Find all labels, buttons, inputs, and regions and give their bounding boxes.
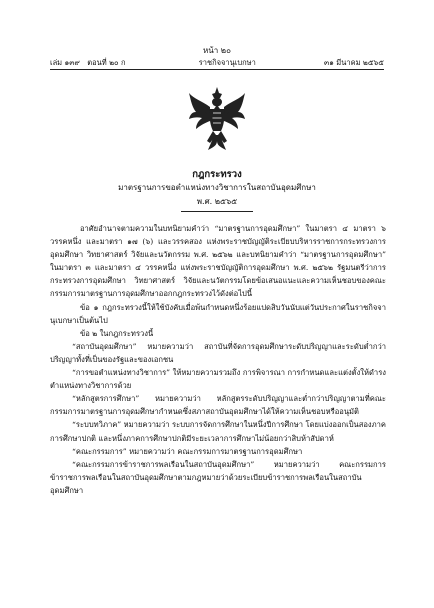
header-rule — [50, 69, 384, 70]
gazette-header — [50, 57, 384, 69]
publication-date: ๓๑ มีนาคม ๒๕๖๕ — [324, 58, 384, 67]
definition-paragraph: “การขอตำแหน่งทางวิชาการ” ให้หมายความรวมถึง การพิจารณา การกำหนดและแต่งตั้งให้ดำรงตำแหน่งทางวิชาการด้วย — [50, 368, 386, 391]
definition-paragraph: “หลักสูตรการศึกษา” หมายความว่า หลักสูตรระดับปริญญาและต่ำกว่าปริญญาตามที่คณะกรรมการมาตรฐานการอุดมศึกษากำหนดซึ่งสภาสถาบันอุดมศึกษาได้ให้ความเห็นชอบหรืออนุมัติ — [50, 394, 386, 417]
section-number: ตอนที่ ๒๐ ก — [87, 58, 126, 67]
publication-name: ราชกิจจานุเบกษา — [198, 58, 256, 67]
preamble-paragraph: อาศัยอำนาจตามความในบทนิยามคำว่า “มาตรฐานการอุดมศึกษา” ในมาตรา ๔ มาตรา ๖ วรรคหนึ่ง และมาตรา ๑๗ (๖) และวรรคสอง แห่งพระราชบัญญัติระเบียบบริหารราชการกระทรวงการอุดมศึกษา วิทยาศาสตร์ วิจัยและนวัตกรรม พ.ศ. ๒๕๖๒ และบทนิยามคำว่า “มาตรฐานการอุดมศึกษา” ในมาตรา ๓ และมาตรา ๔ วรรคหนึ่ง แห่งพระราชบัญญัติการอุดมศึกษา พ.ศ. ๒๕๖๒ รัฐมนตรีว่าการกระทรวงการอุดมศึกษา วิทยาศาสตร์ วิจัยและนวัตกรรมโดยข้อเสนอแนะและความเห็นชอบของคณะกรรมการมาตรฐานการอุดมศึกษาออกกฎกระทรวงไว้ดังต่อไปนี้ — [50, 224, 386, 299]
document-body — [50, 222, 386, 497]
title-rule — [181, 211, 253, 212]
definition-paragraph: “คณะกรรมการข้าราชการพลเรือนในสถาบันอุดมศึกษา” หมายความว่า คณะกรรมการข้าราชการพลเรือนในสถาบันอุดมศึกษาตามกฎหมายว่าด้วยระเบียบข้าราชการพลเรือนในสถาบันอุดมศึกษา — [50, 459, 386, 495]
garuda-emblem-icon — [188, 85, 246, 151]
document-title: กฎกระทรวง — [192, 169, 242, 180]
definition-paragraph: “ระบบทวิภาค” หมายความว่า ระบบการจัดการศึกษาในหนึ่งปีการศึกษา โดยแบ่งออกเป็นสองภาคการศึกษาปกติ และหนึ่งภาคการศึกษาปกติมีระยะเวลาการศึกษาไม่น้อยกว่าสิบห้าสัปดาห์ — [50, 420, 386, 443]
clause-1-paragraph: ข้อ ๑ กฎกระทรวงนี้ให้ใช้บังคับเมื่อพ้นกำหนดหนึ่งร้อยแปดสิบวันนับแต่วันประกาศในราชกิจจานุเบกษาเป็นต้นไป — [50, 302, 386, 325]
volume-number: เล่ม ๑๓๙ — [50, 58, 80, 67]
document-year: พ.ศ. ๒๕๖๕ — [196, 197, 238, 206]
document-subtitle: มาตรฐานการขอตำแหน่งทางวิชาการในสถาบันอุดมศึกษา — [118, 183, 316, 192]
clause-2-paragraph: ข้อ ๒ ในกฎกระทรวงนี้ — [80, 328, 154, 338]
header-left — [50, 57, 131, 69]
page-number: หน้า ๒๐ — [203, 46, 231, 55]
definition-paragraph: “สถาบันอุดมศึกษา” หมายความว่า สถาบันที่จัดการอุดมศึกษาระดับปริญญาและระดับต่ำกว่าปริญญาทั้งที่เป็นของรัฐและของเอกชน — [50, 341, 386, 364]
definition-paragraph: “คณะกรรมการ” หมายความว่า คณะกรรมการมาตรฐานการอุดมศึกษา — [72, 446, 303, 456]
